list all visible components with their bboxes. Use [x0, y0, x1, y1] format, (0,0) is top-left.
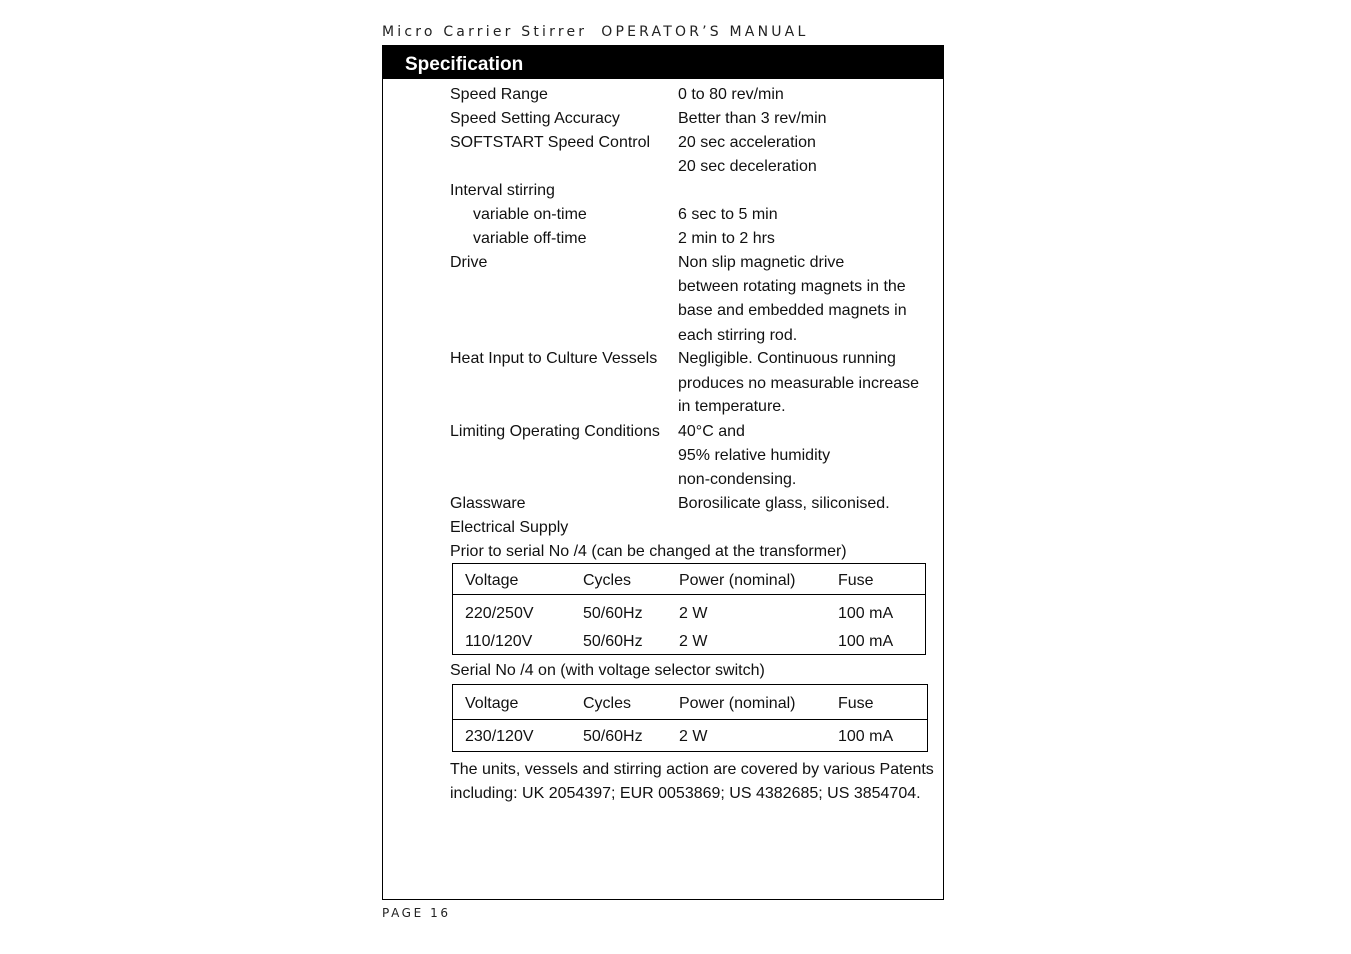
spec-value: 6 sec to 5 min: [678, 206, 778, 223]
spec-value: Borosilicate glass, siliconised.: [678, 495, 890, 512]
spec-page-frame: [382, 45, 944, 900]
table-cell: 220/250V: [465, 605, 534, 622]
spec-value: 20 sec deceleration: [678, 158, 817, 175]
running-header: [382, 24, 808, 40]
supply-prior-caption: Prior to serial No /4 (can be changed at the transformer): [450, 543, 847, 560]
table-cell: 2 W: [679, 633, 708, 650]
table-cell: 50/60Hz: [583, 633, 643, 650]
spec-label: Glassware: [450, 495, 526, 512]
spec-value: Non slip magnetic drive: [678, 254, 845, 271]
table-cell: 50/60Hz: [583, 728, 643, 745]
table-header: Voltage: [465, 572, 519, 589]
table-header: Fuse: [838, 695, 874, 712]
spec-label: Heat Input to Culture Vessels: [450, 350, 658, 367]
table-header: Fuse: [838, 572, 874, 589]
header-manual: OPERATOR’S MANUAL: [601, 24, 809, 40]
table-header: Power (nominal): [679, 695, 796, 712]
spec-label: Speed Range: [450, 86, 548, 103]
section-title: Specification: [405, 54, 524, 75]
spec-value: 95% relative humidity: [678, 447, 831, 464]
spec-label: variable off-time: [473, 230, 587, 247]
table-cell: 110/120V: [465, 633, 533, 650]
spec-label: Speed Setting Accuracy: [450, 110, 620, 127]
table-header-rule: [453, 594, 925, 595]
spec-label: SOFTSTART Speed Control: [450, 134, 651, 151]
header-product: Micro Carrier Stirrer: [382, 24, 588, 40]
spec-value: each stirring rod.: [678, 327, 798, 344]
spec-value: 40°C and: [678, 423, 745, 440]
patents-line-1: The units, vessels and stirring action are covered by various Patents: [450, 761, 934, 778]
table-cell: 100 mA: [838, 605, 894, 622]
patents-line-2: including: UK 2054397; EUR 0053869; US 4382685; US 3854704.: [450, 785, 921, 802]
table-cell: 100 mA: [838, 728, 894, 745]
spec-value: 0 to 80 rev/min: [678, 86, 784, 103]
spec-value: produces no measurable increase: [678, 375, 920, 392]
table-header: Power (nominal): [679, 572, 796, 589]
spec-label: Drive: [450, 254, 488, 271]
section-title-bar: [383, 46, 943, 79]
table-header: Cycles: [583, 572, 632, 589]
spec-value: Negligible. Continuous running: [678, 350, 896, 367]
spec-label: Limiting Operating Conditions: [450, 423, 660, 440]
spec-value: Better than 3 rev/min: [678, 110, 827, 127]
table-cell: 2 W: [679, 728, 708, 745]
spec-value: between rotating magnets in the: [678, 278, 906, 295]
spec-value: non-condensing.: [678, 471, 797, 488]
spec-value: 20 sec acceleration: [678, 134, 816, 151]
table-cell: 2 W: [679, 605, 708, 622]
table-cell: 230/120V: [465, 728, 534, 745]
table-cell: 100 mA: [838, 633, 894, 650]
table-header: Voltage: [465, 695, 519, 712]
supply-prior-table: [452, 563, 926, 655]
table-header: Cycles: [583, 695, 632, 712]
supply-current-table: [452, 684, 928, 752]
spec-label: variable on-time: [473, 206, 587, 223]
spec-value: in temperature.: [678, 398, 786, 415]
page-number: PAGE 16: [382, 906, 451, 920]
spec-label: Interval stirring: [450, 182, 555, 199]
spec-value: base and embedded magnets in: [678, 302, 907, 319]
table-cell: 50/60Hz: [583, 605, 643, 622]
spec-value: 2 min to 2 hrs: [678, 230, 775, 247]
table-header-rule: [453, 719, 927, 720]
spec-label: Electrical Supply: [450, 519, 569, 536]
supply-current-caption: Serial No /4 on (with voltage selector switch): [450, 662, 765, 679]
